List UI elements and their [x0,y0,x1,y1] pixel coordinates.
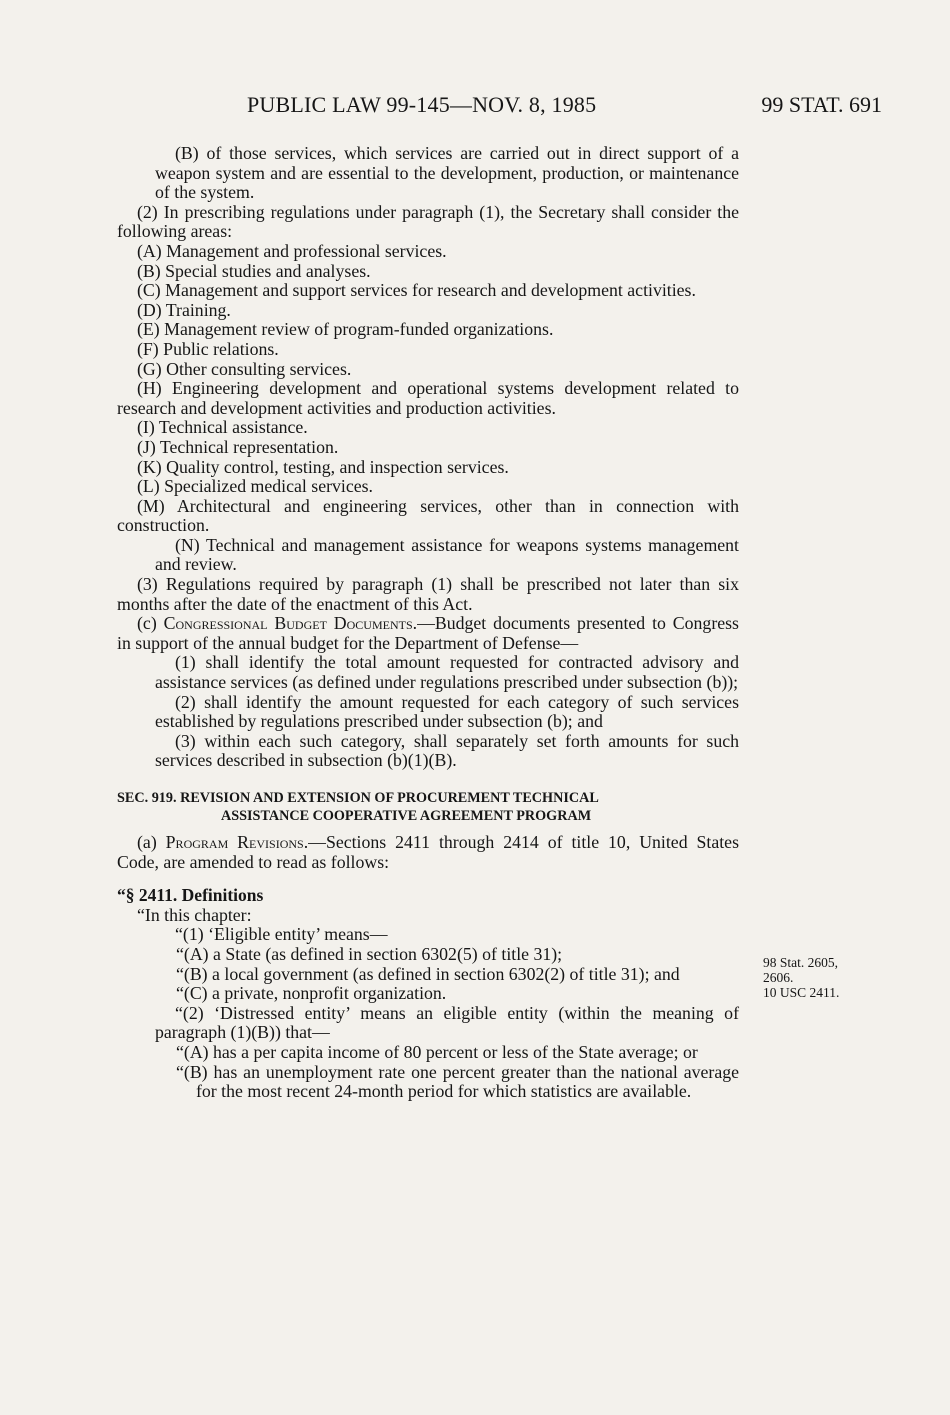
area-f: (F) Public relations. [137,338,279,359]
stat-page-number: 99 STAT. 691 [761,92,882,117]
area-j: (J) Technical representation. [137,436,339,457]
body-text [117,144,739,1102]
margin-citation-line1: 98 Stat. 2605, [763,955,839,970]
paragraph-b-continued: (B) of those services, which services are carried out in direct support of a weapon system and are essential to the development, production, or maintenance of the system. [155,143,739,203]
subsection-a-text: —Sections 2411 through 2414 of title 10, United States Code, are amended to read as follows: [117,832,739,872]
area-k: (K) Quality control, testing, and inspection services. [137,456,509,477]
area-d: (D) Training. [137,299,231,320]
definition-1: “(1) ‘Eligible entity’ means— [175,924,388,945]
section-919-heading [117,789,739,825]
area-i: (I) Technical assistance. [137,417,308,438]
area-a: (A) Management and professional services. [137,240,447,261]
subsection-c-prefix: (c) [137,613,164,634]
definition-2-b: “(B) has an unemployment rate one percent greater than the national average for the most recent 24-month period for which statistics are available. [176,1061,739,1102]
margin-citation-line3: 10 USC 2411. [763,985,840,1000]
subsection-a-heading: Program Revisions. [165,832,309,852]
budget-item-2: (2) shall identify the amount requested for each category of such services established by regulations prescribed under subsection (b); and [155,691,739,732]
paragraph-2: (2) In prescribing regulations under paragraph (1), the Secretary shall consider the following areas: [117,201,739,242]
chapter-intro: “In this chapter: [137,904,252,925]
area-b: (B) Special studies and analyses. [137,260,371,281]
subsection-a [117,833,739,872]
budget-item-3: (3) within each such category, shall separately set forth amounts for such services described in subsection (b)(1)(B). [155,730,739,771]
area-n: (N) Technical and management assistance for weapons systems management and review. [155,534,739,575]
definition-1-b: “(B) a local government (as defined in section 6302(2) of title 31); and [176,963,680,984]
section-2411-heading: “§ 2411. Definitions [117,885,264,906]
area-g: (G) Other consulting services. [137,358,352,379]
section-heading-line2: ASSISTANCE COOPERATIVE AGREEMENT PROGRAM [221,808,592,824]
page-header [117,92,892,126]
area-m: (M) Architectural and engineering services, other than in connection with construction. [117,495,739,536]
running-title: PUBLIC LAW 99-145—NOV. 8, 1985 [247,92,597,117]
definition-1-a: “(A) a State (as defined in section 6302(5) of title 31); [176,943,563,964]
paragraph-3: (3) Regulations required by paragraph (1) shall be prescribed not later than six months after the date of the enactment of this Act. [117,574,739,614]
area-e: (E) Management review of program-funded organizations. [137,319,554,340]
margin-citation [763,955,883,1000]
definition-2-a: “(A) has a per capita income of 80 percent or less of the State average; or [176,1041,698,1062]
area-c: (C) Management and support services for research and development activities. [137,280,696,301]
area-l: (L) Specialized medical services. [137,476,373,497]
subsection-c-heading: Congressional Budget Documents. [163,613,418,634]
subsection-c [117,614,739,653]
area-h: (H) Engineering development and operational systems development related to research and development activities and production activities. [117,378,739,418]
subsection-a-prefix: (a) [137,832,166,852]
margin-citation-line2: 2606. [763,970,794,985]
definition-2: “(2) ‘Distressed entity’ means an eligible entity (within the meaning of paragraph (1)(B)) that— [155,1002,739,1043]
subsection-c-text: —Budget documents presented to Congress in support of the annual budget for the Department of Defense— [117,613,739,653]
definition-1-c: “(C) a private, nonprofit organization. [176,983,447,1004]
budget-item-1: (1) shall identify the total amount requested for contracted advisory and assistance services (as defined under regulations prescribed under subsection (b)); [155,652,739,693]
section-heading-line1: SEC. 919. REVISION AND EXTENSION OF PROCUREMENT TECHNICAL [117,790,599,806]
